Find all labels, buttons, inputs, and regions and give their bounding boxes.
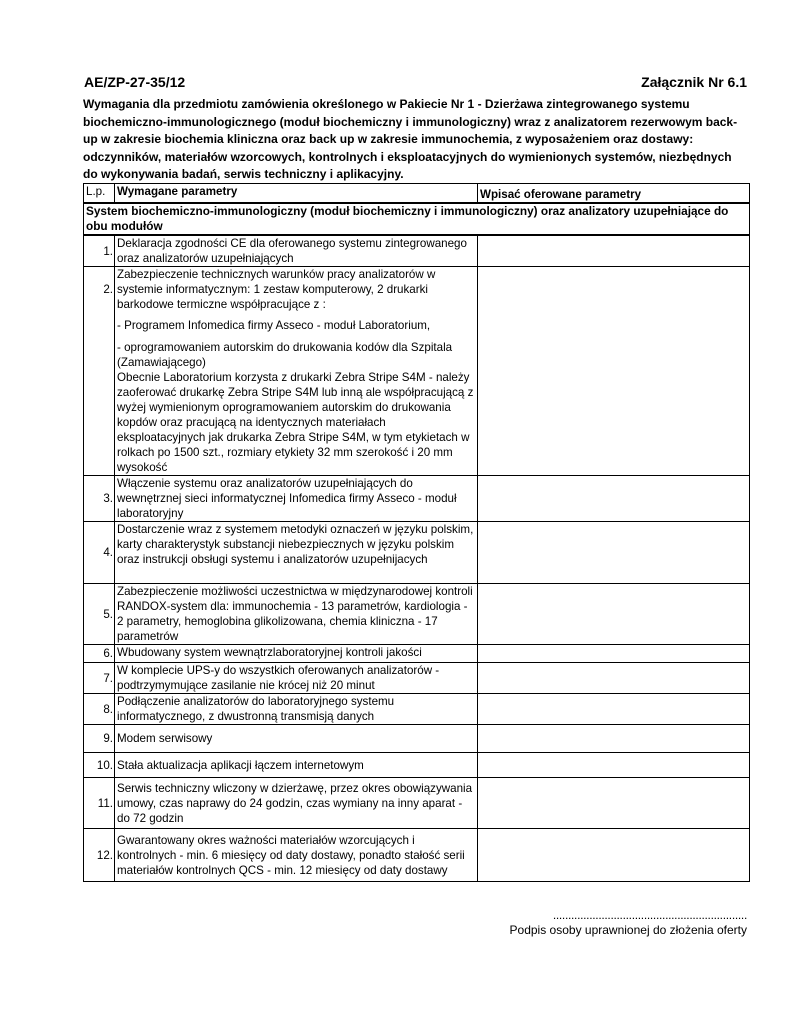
- row-requirement: Podłączenie analizatorów do laboratoryjnego systemu informatycznego, z dwustronną transmisją danych: [115, 694, 478, 725]
- row-number: 1.: [84, 235, 115, 267]
- document-title: Wymagania dla przedmiotu zamówienia określonego w Pakiecie Nr 1 - Dzierżawa zintegrowanego systemu biochemiczno-immunologicznego (moduł biochemiczny i immunologiczny) wraz z analizatorem rezerwowym back-up w zakresie biochemia kliniczna oraz back up w zakresie immunochemia, z wyposażeniem oraz dostawy: odczynników, materiałów wzorcowych, kontrolnych i eksploatacyjnych do wymienionych systemów, niezbędnych do wykonywania badań, serwis techniczny i aplikacyjny.: [83, 97, 738, 181]
- row-number: 11.: [84, 778, 115, 829]
- offered-parameters-cell[interactable]: [478, 778, 750, 829]
- offered-parameters-cell[interactable]: [478, 522, 750, 584]
- signature-line: ................................................................: [552, 908, 747, 922]
- row-number: 12.: [84, 829, 115, 882]
- requirement-text-printer: Obecnie Laboratorium korzysta z drukarki Zebra Stripe S4M - należy zaoferować drukarkę Zebra Stripe S4M lub inną ale współpracującą z wyżej wymienionym oprogramowaniem autorskim do drukowania kopdów oraz pracującą na identycznych materiałach eksploatacyjnych jak drukarka Zebra Stripe S4M, w tym etykietach w rolkach po 1500 szt., rozmiary etykiety 32 mm szerokość i 20 mm wysokość: [117, 371, 474, 474]
- column-header-offered: Wpisać oferowane parametry: [478, 184, 750, 204]
- requirements-table: [83, 183, 750, 882]
- row-number: 3.: [84, 476, 115, 522]
- row-requirement: Serwis techniczny wliczony w dzierżawę, przez okres obowiązywania umowy, czas naprawy do 24 godzin, czas wymiany na inny aparat - do 72 godzin: [115, 778, 478, 829]
- column-header-lp: L.p.: [84, 184, 115, 204]
- offered-parameters-cell[interactable]: [478, 663, 750, 694]
- row-requirement: Wbudowany system wewnątrzlaboratoryjnej kontroli jakości: [115, 645, 478, 663]
- offered-parameters-cell[interactable]: [478, 829, 750, 882]
- column-header-parameters: Wymagane parametry: [115, 184, 478, 204]
- row-requirement: Gwarantowany okres ważności materiałów wzorcujących i kontrolnych - min. 6 miesięcy od daty dostawy, ponadto stałość serii materiałów kontrolnych QCS - min. 12 miesięcy od daty dostawy: [115, 829, 478, 882]
- row-requirement: Zabezpieczenie możliwości uczestnictwa w międzynarodowej kontroli RANDOX-system dla: immunochemia - 13 parametrów, kardiologia - 2 parametry, hemoglobina glikolizowana, chemia kliniczna - 17 parametrów: [115, 584, 478, 645]
- row-requirement: Włączenie systemu oraz analizatorów uzupełniających do wewnętrznej sieci informatycznej Infomedica firmy Asseco - moduł laboratoryjny: [115, 476, 478, 522]
- row-number: 4.: [84, 522, 115, 584]
- row-requirement: Dostarczenie wraz z systemem metodyki oznaczeń w języku polskim, karty charakterystyk substancji niebezpiecznych w języku polskim oraz instrukcji obsługi systemu i analizatorów uzupełnijacych: [115, 522, 478, 584]
- requirement-text: Zabezpieczenie technicznych warunków pracy analizatorów w systemie informatycznym: 1 zestaw komputerowy, 2 drukarki barkodowe termiczne współpracujące z :: [117, 268, 436, 311]
- section-row: [84, 203, 750, 235]
- row-requirement: [115, 267, 478, 476]
- table-row: [84, 645, 750, 663]
- table-row: [84, 725, 750, 753]
- offered-parameters-cell[interactable]: [478, 694, 750, 725]
- table-row: [84, 694, 750, 725]
- table-row: [84, 235, 750, 267]
- row-requirement: Deklaracja zgodności CE dla oferowanego systemu zintegrowanego oraz analizatorów uzupełniających: [115, 235, 478, 267]
- row-number: 9.: [84, 725, 115, 753]
- offered-parameters-cell[interactable]: [478, 645, 750, 663]
- row-number: 2.: [84, 267, 115, 476]
- offered-parameters-cell[interactable]: [478, 235, 750, 267]
- table-row: [84, 522, 750, 584]
- table-row: [84, 829, 750, 882]
- table-row: [84, 267, 750, 476]
- table-row: [84, 778, 750, 829]
- row-number: 10.: [84, 753, 115, 778]
- requirement-text-software: - oprogramowaniem autorskim do drukowania kodów dla Szpitala (Zamawiającego): [117, 341, 453, 369]
- row-requirement: W komplecie UPS-y do wszystkich oferowanych analizatorów - podtrzymymujące zasilanie nie krócej niż 20 minut: [115, 663, 478, 694]
- table-row: [84, 753, 750, 778]
- table-row: [84, 663, 750, 694]
- requirement-text-system: - Programem Infomedica firmy Asseco - moduł Laboratorium,: [117, 319, 431, 332]
- row-number: 6.: [84, 645, 115, 663]
- document-reference: AE/ZP-27-35/12: [84, 74, 186, 90]
- table-header-row: [84, 184, 750, 204]
- row-number: 7.: [84, 663, 115, 694]
- row-number: 8.: [84, 694, 115, 725]
- row-number: 5.: [84, 584, 115, 645]
- table-row: [84, 476, 750, 522]
- signature-label: Podpis osoby uprawnionej do złożenia oferty: [509, 923, 747, 937]
- offered-parameters-cell[interactable]: [478, 584, 750, 645]
- section-title: System biochemiczno-immunologiczny (moduł biochemiczny i immunologiczny) oraz analizatory uzupełniające do obu modułów: [84, 203, 750, 235]
- row-requirement: Stała aktualizacja aplikacji łączem internetowym: [115, 753, 478, 778]
- offered-parameters-cell[interactable]: [478, 725, 750, 753]
- offered-parameters-cell[interactable]: [478, 476, 750, 522]
- table-row: [84, 584, 750, 645]
- offered-parameters-cell[interactable]: [478, 753, 750, 778]
- offered-parameters-cell[interactable]: [478, 267, 750, 476]
- attachment-number: Załącznik Nr 6.1: [641, 74, 747, 90]
- row-requirement: Modem serwisowy: [115, 725, 478, 753]
